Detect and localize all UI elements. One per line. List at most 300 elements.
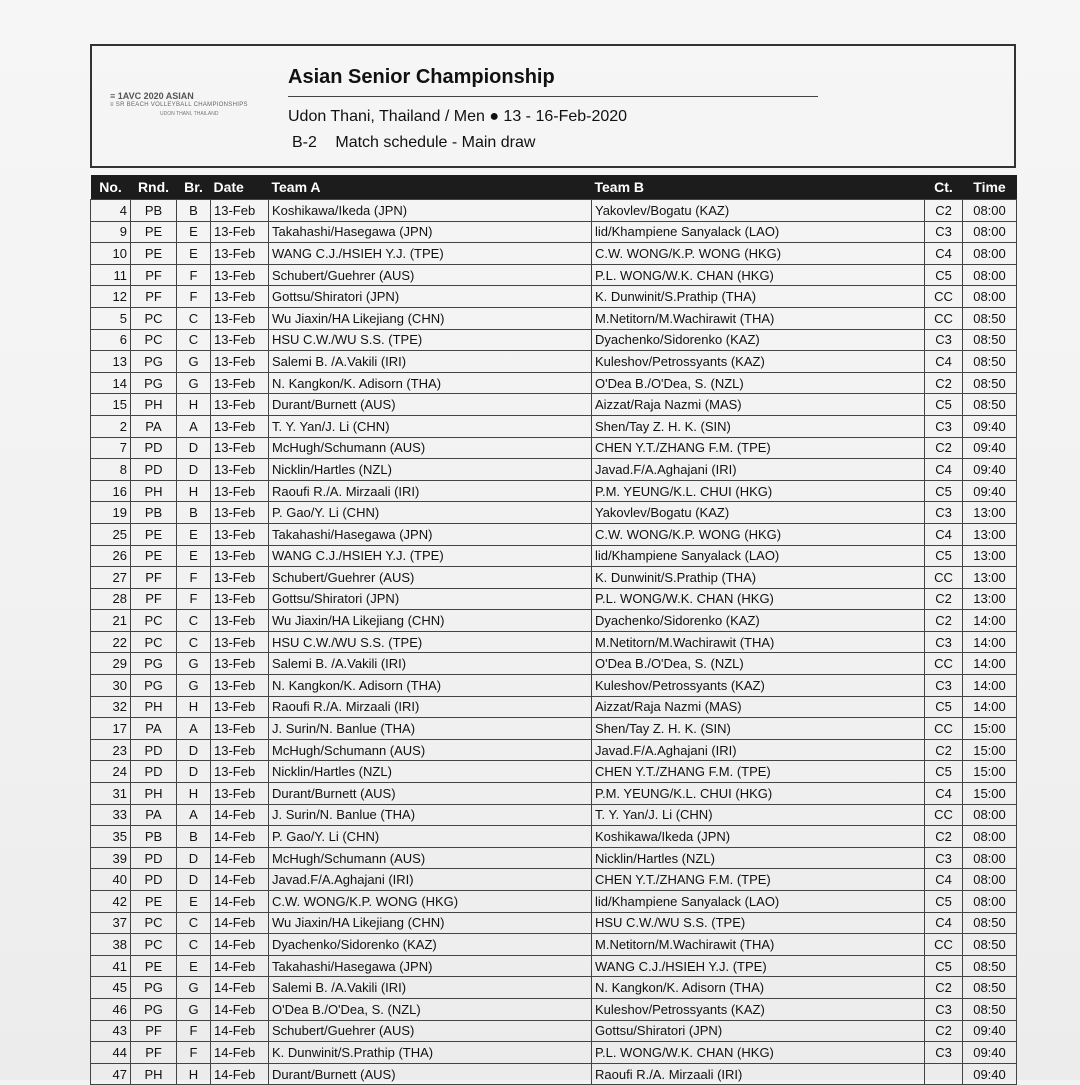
cell-team-a: Salemi B. /A.Vakili (IRI) — [269, 653, 592, 675]
cell-match-no: 31 — [91, 783, 131, 805]
cell-round: PE — [131, 891, 177, 913]
cell-round: PF — [131, 1020, 177, 1042]
cell-court: CC — [925, 934, 963, 956]
table-row — [91, 243, 1017, 265]
cell-bracket: C — [177, 631, 211, 653]
cell-team-a: Schubert/Guehrer (AUS) — [269, 1020, 592, 1042]
cell-court: C4 — [925, 459, 963, 481]
cell-team-b: Raoufi R./A. Mirzaali (IRI) — [592, 1063, 925, 1085]
cell-date: 13-Feb — [211, 372, 269, 394]
cell-time: 08:50 — [963, 307, 1017, 329]
cell-date: 14-Feb — [211, 847, 269, 869]
cell-round: PE — [131, 221, 177, 243]
cell-team-b: K. Dunwinit/S.Prathip (THA) — [592, 567, 925, 589]
cell-court: C4 — [925, 243, 963, 265]
cell-court: C5 — [925, 394, 963, 416]
cell-date: 14-Feb — [211, 869, 269, 891]
cell-team-b: CHEN Y.T./ZHANG F.M. (TPE) — [592, 869, 925, 891]
cell-bracket: H — [177, 783, 211, 805]
cell-team-a: T. Y. Yan/J. Li (CHN) — [269, 415, 592, 437]
cell-time: 13:00 — [963, 567, 1017, 589]
cell-team-a: K. Dunwinit/S.Prathip (THA) — [269, 1042, 592, 1064]
cell-time: 08:00 — [963, 286, 1017, 308]
table-row — [91, 480, 1017, 502]
cell-team-b: C.W. WONG/K.P. WONG (HKG) — [592, 523, 925, 545]
cell-court: C5 — [925, 696, 963, 718]
cell-round: PD — [131, 739, 177, 761]
cell-bracket: C — [177, 912, 211, 934]
cell-round: PD — [131, 869, 177, 891]
table-row — [91, 696, 1017, 718]
cell-bracket: E — [177, 243, 211, 265]
cell-team-b: Gottsu/Shiratori (JPN) — [592, 1020, 925, 1042]
document-code: B-2 — [292, 134, 317, 151]
cell-time: 14:00 — [963, 631, 1017, 653]
cell-time: 08:50 — [963, 955, 1017, 977]
cell-time: 09:40 — [963, 415, 1017, 437]
cell-team-b: HSU C.W./WU S.S. (TPE) — [592, 912, 925, 934]
cell-team-a: Durant/Burnett (AUS) — [269, 1063, 592, 1085]
cell-time: 08:50 — [963, 329, 1017, 351]
table-row — [91, 1042, 1017, 1064]
cell-court: C3 — [925, 631, 963, 653]
cell-team-a: J. Surin/N. Banlue (THA) — [269, 804, 592, 826]
cell-match-no: 47 — [91, 1063, 131, 1085]
cell-team-b: C.W. WONG/K.P. WONG (HKG) — [592, 243, 925, 265]
cell-team-a: Gottsu/Shiratori (JPN) — [269, 286, 592, 308]
cell-court: C3 — [925, 329, 963, 351]
cell-bracket: H — [177, 480, 211, 502]
cell-time: 08:50 — [963, 351, 1017, 373]
cell-team-a: Takahashi/Hasegawa (JPN) — [269, 523, 592, 545]
cell-bracket: B — [177, 826, 211, 848]
cell-match-no: 43 — [91, 1020, 131, 1042]
table-row — [91, 221, 1017, 243]
table-row — [91, 869, 1017, 891]
cell-round: PG — [131, 675, 177, 697]
cell-round: PG — [131, 977, 177, 999]
cell-team-a: McHugh/Schumann (AUS) — [269, 437, 592, 459]
cell-time: 09:40 — [963, 1020, 1017, 1042]
table-row — [91, 567, 1017, 589]
cell-round: PF — [131, 264, 177, 286]
cell-round: PC — [131, 610, 177, 632]
cell-date: 13-Feb — [211, 523, 269, 545]
cell-round: PA — [131, 718, 177, 740]
cell-round: PH — [131, 696, 177, 718]
cell-team-b: P.L. WONG/W.K. CHAN (HKG) — [592, 588, 925, 610]
cell-time: 13:00 — [963, 545, 1017, 567]
cell-round: PC — [131, 307, 177, 329]
cell-date: 13-Feb — [211, 610, 269, 632]
cell-match-no: 40 — [91, 869, 131, 891]
cell-round: PE — [131, 523, 177, 545]
cell-date: 13-Feb — [211, 394, 269, 416]
cell-match-no: 27 — [91, 567, 131, 589]
table-row — [91, 588, 1017, 610]
cell-court: C3 — [925, 998, 963, 1020]
cell-team-a: Nicklin/Hartles (NZL) — [269, 761, 592, 783]
cell-round: PC — [131, 631, 177, 653]
cell-date: 14-Feb — [211, 1063, 269, 1085]
cell-team-b: Shen/Tay Z. H. K. (SIN) — [592, 718, 925, 740]
table-row — [91, 307, 1017, 329]
cell-bracket: E — [177, 955, 211, 977]
cell-team-a: Schubert/Guehrer (AUS) — [269, 264, 592, 286]
table-row — [91, 264, 1017, 286]
cell-match-no: 17 — [91, 718, 131, 740]
cell-time: 08:00 — [963, 869, 1017, 891]
cell-match-no: 46 — [91, 998, 131, 1020]
cell-court: C3 — [925, 847, 963, 869]
cell-team-a: Dyachenko/Sidorenko (KAZ) — [269, 934, 592, 956]
cell-match-no: 38 — [91, 934, 131, 956]
cell-date: 13-Feb — [211, 675, 269, 697]
table-row — [91, 351, 1017, 373]
cell-team-b: Aizzat/Raja Nazmi (MAS) — [592, 696, 925, 718]
cell-bracket: C — [177, 610, 211, 632]
cell-date: 13-Feb — [211, 631, 269, 653]
cell-team-a: O'Dea B./O'Dea, S. (NZL) — [269, 998, 592, 1020]
cell-bracket: G — [177, 351, 211, 373]
cell-team-a: Durant/Burnett (AUS) — [269, 394, 592, 416]
cell-bracket: D — [177, 437, 211, 459]
cell-court: C4 — [925, 523, 963, 545]
cell-team-b: T. Y. Yan/J. Li (CHN) — [592, 804, 925, 826]
cell-bracket: G — [177, 653, 211, 675]
cell-round: PF — [131, 567, 177, 589]
cell-team-a: N. Kangkon/K. Adisorn (THA) — [269, 372, 592, 394]
cell-date: 13-Feb — [211, 480, 269, 502]
cell-team-b: Yakovlev/Bogatu (KAZ) — [592, 200, 925, 222]
cell-team-b: M.Netitorn/M.Wachirawit (THA) — [592, 934, 925, 956]
cell-date: 13-Feb — [211, 545, 269, 567]
cell-bracket: C — [177, 307, 211, 329]
cell-date: 13-Feb — [211, 415, 269, 437]
cell-team-a: Javad.F/A.Aghajani (IRI) — [269, 869, 592, 891]
table-row — [91, 783, 1017, 805]
cell-round: PF — [131, 286, 177, 308]
cell-court: C2 — [925, 1020, 963, 1042]
cell-time: 08:50 — [963, 934, 1017, 956]
col-header-team-a: Team A — [269, 175, 592, 200]
cell-round: PD — [131, 847, 177, 869]
cell-team-b: Koshikawa/Ikeda (JPN) — [592, 826, 925, 848]
col-header-court: Ct. — [925, 175, 963, 200]
cell-bracket: A — [177, 804, 211, 826]
cell-time: 14:00 — [963, 675, 1017, 697]
cell-bracket: E — [177, 221, 211, 243]
cell-match-no: 32 — [91, 696, 131, 718]
table-row — [91, 394, 1017, 416]
col-header-round: Rnd. — [131, 175, 177, 200]
cell-court: C3 — [925, 1042, 963, 1064]
cell-time: 15:00 — [963, 739, 1017, 761]
cell-date: 13-Feb — [211, 718, 269, 740]
cell-team-a: P. Gao/Y. Li (CHN) — [269, 826, 592, 848]
cell-match-no: 7 — [91, 437, 131, 459]
cell-match-no: 22 — [91, 631, 131, 653]
cell-court: CC — [925, 286, 963, 308]
cell-team-a: Raoufi R./A. Mirzaali (IRI) — [269, 696, 592, 718]
cell-date: 13-Feb — [211, 221, 269, 243]
cell-team-a: Salemi B. /A.Vakili (IRI) — [269, 977, 592, 999]
cell-team-a: Nicklin/Hartles (NZL) — [269, 459, 592, 481]
cell-court: C2 — [925, 372, 963, 394]
table-row — [91, 891, 1017, 913]
cell-time: 08:50 — [963, 977, 1017, 999]
cell-team-b: Yakovlev/Bogatu (KAZ) — [592, 502, 925, 524]
table-row — [91, 739, 1017, 761]
cell-time: 13:00 — [963, 523, 1017, 545]
cell-court: C2 — [925, 610, 963, 632]
title-divider — [288, 96, 818, 97]
table-row — [91, 826, 1017, 848]
cell-time: 09:40 — [963, 437, 1017, 459]
table-row — [91, 675, 1017, 697]
cell-match-no: 11 — [91, 264, 131, 286]
cell-team-b: Kuleshov/Petrossyants (KAZ) — [592, 675, 925, 697]
cell-bracket: F — [177, 264, 211, 286]
cell-match-no: 25 — [91, 523, 131, 545]
table-row — [91, 523, 1017, 545]
cell-court: CC — [925, 653, 963, 675]
cell-round: PG — [131, 653, 177, 675]
cell-court: C3 — [925, 502, 963, 524]
cell-bracket: D — [177, 739, 211, 761]
cell-round: PB — [131, 502, 177, 524]
cell-bracket: F — [177, 286, 211, 308]
cell-team-b: Nicklin/Hartles (NZL) — [592, 847, 925, 869]
cell-time: 13:00 — [963, 588, 1017, 610]
cell-match-no: 39 — [91, 847, 131, 869]
cell-round: PD — [131, 761, 177, 783]
cell-date: 13-Feb — [211, 437, 269, 459]
cell-team-b: Javad.F/A.Aghajani (IRI) — [592, 459, 925, 481]
cell-team-a: McHugh/Schumann (AUS) — [269, 847, 592, 869]
cell-court: C4 — [925, 912, 963, 934]
cell-date: 14-Feb — [211, 977, 269, 999]
cell-round: PC — [131, 329, 177, 351]
cell-date: 14-Feb — [211, 912, 269, 934]
cell-match-no: 29 — [91, 653, 131, 675]
table-row — [91, 1063, 1017, 1085]
cell-bracket: F — [177, 588, 211, 610]
cell-team-b: M.Netitorn/M.Wachirawit (THA) — [592, 307, 925, 329]
cell-match-no: 8 — [91, 459, 131, 481]
cell-team-b: Dyachenko/Sidorenko (KAZ) — [592, 329, 925, 351]
cell-date: 14-Feb — [211, 998, 269, 1020]
cell-time: 08:50 — [963, 912, 1017, 934]
cell-team-a: Wu Jiaxin/HA Likejiang (CHN) — [269, 912, 592, 934]
cell-team-b: N. Kangkon/K. Adisorn (THA) — [592, 977, 925, 999]
cell-time: 08:50 — [963, 998, 1017, 1020]
cell-team-b: Shen/Tay Z. H. K. (SIN) — [592, 415, 925, 437]
table-row — [91, 998, 1017, 1020]
cell-team-a: Koshikawa/Ikeda (JPN) — [269, 200, 592, 222]
cell-team-b: P.M. YEUNG/K.L. CHUI (HKG) — [592, 480, 925, 502]
cell-match-no: 28 — [91, 588, 131, 610]
cell-time: 09:40 — [963, 1063, 1017, 1085]
cell-date: 14-Feb — [211, 1020, 269, 1042]
cell-team-a: Gottsu/Shiratori (JPN) — [269, 588, 592, 610]
cell-match-no: 41 — [91, 955, 131, 977]
cell-date: 13-Feb — [211, 286, 269, 308]
cell-time: 13:00 — [963, 502, 1017, 524]
event-subtitle: Udon Thani, Thailand / Men ● 13 - 16-Feb-2020 — [288, 108, 628, 125]
table-row — [91, 415, 1017, 437]
table-row — [91, 200, 1017, 222]
cell-team-b: lid/Khampiene Sanyalack (LAO) — [592, 891, 925, 913]
cell-team-a: Raoufi R./A. Mirzaali (IRI) — [269, 480, 592, 502]
table-row — [91, 502, 1017, 524]
cell-court: CC — [925, 307, 963, 329]
cell-date: 13-Feb — [211, 696, 269, 718]
cell-court: C5 — [925, 545, 963, 567]
cell-court: C4 — [925, 351, 963, 373]
cell-team-a: HSU C.W./WU S.S. (TPE) — [269, 631, 592, 653]
table-row — [91, 847, 1017, 869]
cell-court: CC — [925, 567, 963, 589]
table-row — [91, 934, 1017, 956]
cell-match-no: 4 — [91, 200, 131, 222]
table-row — [91, 329, 1017, 351]
cell-court: C5 — [925, 480, 963, 502]
cell-team-b: K. Dunwinit/S.Prathip (THA) — [592, 286, 925, 308]
cell-team-b: Dyachenko/Sidorenko (KAZ) — [592, 610, 925, 632]
cell-bracket: A — [177, 415, 211, 437]
cell-team-a: Schubert/Guehrer (AUS) — [269, 567, 592, 589]
cell-round: PD — [131, 459, 177, 481]
cell-match-no: 6 — [91, 329, 131, 351]
cell-court: C3 — [925, 675, 963, 697]
cell-team-b: Aizzat/Raja Nazmi (MAS) — [592, 394, 925, 416]
cell-team-b: WANG C.J./HSIEH Y.J. (TPE) — [592, 955, 925, 977]
cell-date: 13-Feb — [211, 351, 269, 373]
cell-date: 13-Feb — [211, 329, 269, 351]
cell-bracket: F — [177, 1042, 211, 1064]
cell-team-a: Takahashi/Hasegawa (JPN) — [269, 221, 592, 243]
page-title: Asian Senior Championship — [288, 66, 555, 88]
cell-match-no: 30 — [91, 675, 131, 697]
cell-team-b: CHEN Y.T./ZHANG F.M. (TPE) — [592, 761, 925, 783]
cell-bracket: D — [177, 869, 211, 891]
cell-date: 14-Feb — [211, 934, 269, 956]
cell-time: 08:00 — [963, 221, 1017, 243]
cell-court: C2 — [925, 739, 963, 761]
cell-time: 08:00 — [963, 891, 1017, 913]
cell-bracket: E — [177, 523, 211, 545]
cell-match-no: 12 — [91, 286, 131, 308]
cell-match-no: 21 — [91, 610, 131, 632]
cell-team-b: Kuleshov/Petrossyants (KAZ) — [592, 998, 925, 1020]
cell-date: 14-Feb — [211, 1042, 269, 1064]
schedule-body — [91, 200, 1017, 1085]
cell-round: PF — [131, 588, 177, 610]
cell-team-a: WANG C.J./HSIEH Y.J. (TPE) — [269, 243, 592, 265]
table-row — [91, 459, 1017, 481]
cell-bracket: G — [177, 977, 211, 999]
cell-bracket: G — [177, 675, 211, 697]
cell-team-b: Javad.F/A.Aghajani (IRI) — [592, 739, 925, 761]
cell-court: C4 — [925, 783, 963, 805]
table-row — [91, 653, 1017, 675]
cell-bracket: C — [177, 934, 211, 956]
cell-team-b: CHEN Y.T./ZHANG F.M. (TPE) — [592, 437, 925, 459]
document-header — [90, 44, 1016, 168]
event-logo: ≡ 1AVC 2020 ASIAN ≡ SR BEACH VOLLEYBALL CHAMPIONSHIPS UDON THANI, THAILAND — [110, 91, 248, 117]
cell-bracket: B — [177, 200, 211, 222]
cell-team-a: C.W. WONG/K.P. WONG (HKG) — [269, 891, 592, 913]
cell-court: C5 — [925, 264, 963, 286]
col-header-team-b: Team B — [592, 175, 925, 200]
cell-date: 14-Feb — [211, 891, 269, 913]
document-code-line — [292, 134, 549, 152]
cell-date: 14-Feb — [211, 955, 269, 977]
col-header-bracket: Br. — [177, 175, 211, 200]
cell-time: 08:00 — [963, 847, 1017, 869]
cell-time: 15:00 — [963, 718, 1017, 740]
cell-court: C2 — [925, 588, 963, 610]
cell-team-a: J. Surin/N. Banlue (THA) — [269, 718, 592, 740]
cell-date: 13-Feb — [211, 243, 269, 265]
cell-date: 14-Feb — [211, 826, 269, 848]
cell-team-a: Salemi B. /A.Vakili (IRI) — [269, 351, 592, 373]
cell-bracket: F — [177, 567, 211, 589]
col-header-no: No. — [91, 175, 131, 200]
cell-date: 13-Feb — [211, 264, 269, 286]
table-row — [91, 545, 1017, 567]
cell-time: 08:50 — [963, 394, 1017, 416]
cell-team-a: Takahashi/Hasegawa (JPN) — [269, 955, 592, 977]
cell-match-no: 44 — [91, 1042, 131, 1064]
cell-court: C2 — [925, 826, 963, 848]
cell-match-no: 9 — [91, 221, 131, 243]
cell-round: PC — [131, 934, 177, 956]
cell-match-no: 42 — [91, 891, 131, 913]
cell-team-a: HSU C.W./WU S.S. (TPE) — [269, 329, 592, 351]
cell-time: 08:50 — [963, 372, 1017, 394]
cell-time: 14:00 — [963, 610, 1017, 632]
cell-court: C2 — [925, 977, 963, 999]
cell-time: 14:00 — [963, 696, 1017, 718]
cell-team-b: lid/Khampiene Sanyalack (LAO) — [592, 545, 925, 567]
cell-bracket: C — [177, 329, 211, 351]
cell-court: C5 — [925, 891, 963, 913]
cell-round: PH — [131, 783, 177, 805]
cell-match-no: 37 — [91, 912, 131, 934]
cell-bracket: G — [177, 372, 211, 394]
cell-court: C5 — [925, 761, 963, 783]
cell-team-a: WANG C.J./HSIEH Y.J. (TPE) — [269, 545, 592, 567]
cell-team-a: McHugh/Schumann (AUS) — [269, 739, 592, 761]
cell-date: 13-Feb — [211, 739, 269, 761]
table-header-row — [91, 175, 1017, 200]
cell-court: CC — [925, 804, 963, 826]
cell-date: 13-Feb — [211, 502, 269, 524]
cell-match-no: 2 — [91, 415, 131, 437]
cell-round: PE — [131, 955, 177, 977]
cell-team-b: M.Netitorn/M.Wachirawit (THA) — [592, 631, 925, 653]
cell-time: 08:00 — [963, 243, 1017, 265]
cell-date: 13-Feb — [211, 783, 269, 805]
cell-time: 08:00 — [963, 200, 1017, 222]
cell-bracket: D — [177, 761, 211, 783]
cell-time: 09:40 — [963, 480, 1017, 502]
cell-round: PH — [131, 480, 177, 502]
cell-time: 08:00 — [963, 826, 1017, 848]
cell-round: PB — [131, 200, 177, 222]
